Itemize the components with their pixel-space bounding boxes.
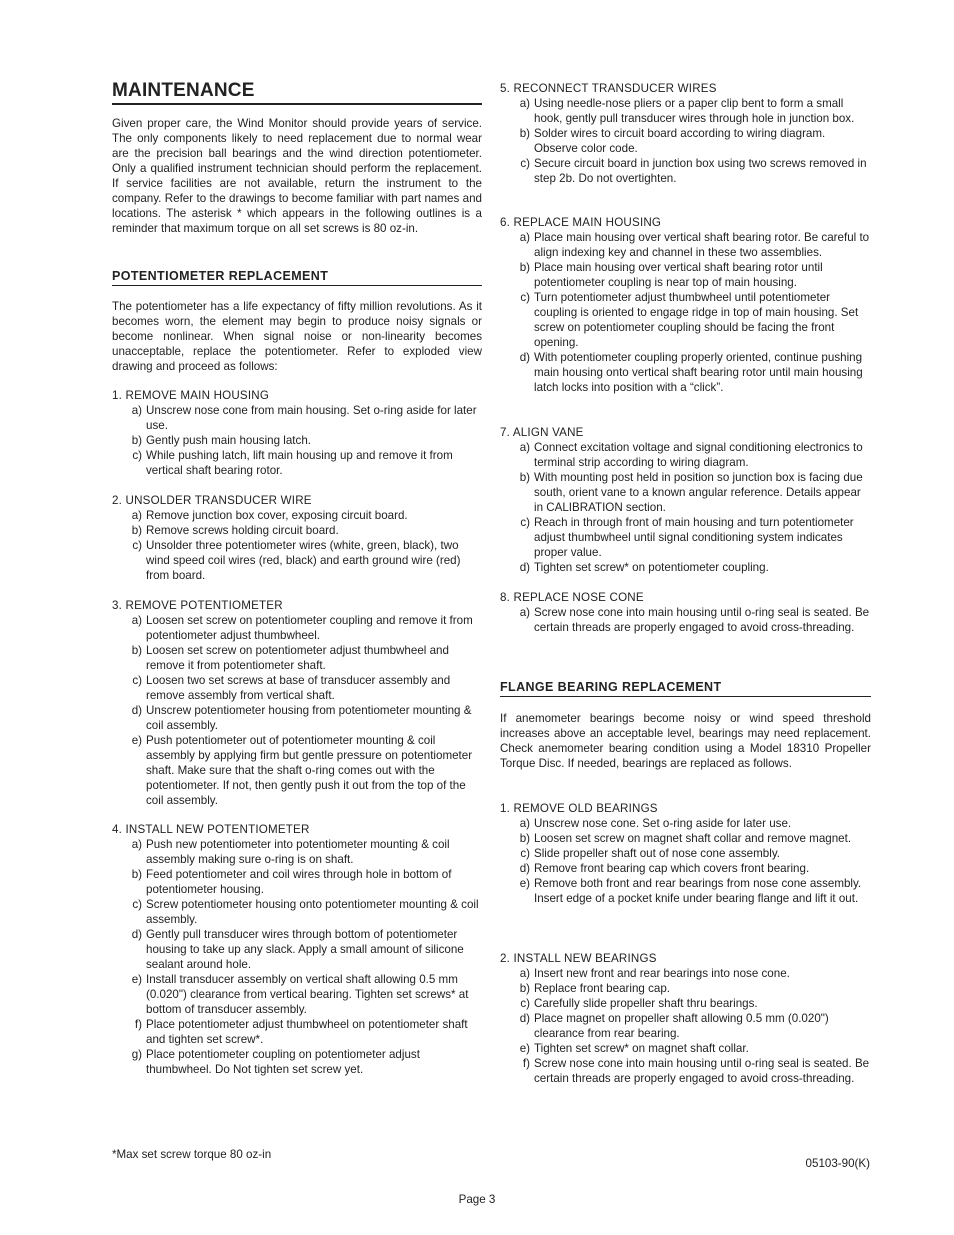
list-item: d) Place magnet on propeller shaft allowing 0.5 mm (0.020") clearance from rear bearing. xyxy=(519,1012,829,1040)
page-number: Page 3 xyxy=(458,1193,496,1206)
list-item: b) With mounting post held in position so junction box is facing due south, orient vane to a known angular reference. Details appear in CALIBRATION section. xyxy=(519,471,863,514)
potentiometer-intro: The potentiometer has a life expectancy of fifty million revolutions. As it becomes worn, the element may begin to produce noisy signals or become nonlinear. When signal noise or non-linearity becomes unacceptable, replace the potentiometer. Refer to exploded view drawing and proceed as follows: xyxy=(112,300,482,373)
list-item: a) Screw nose cone into main housing until o-ring seal is seated. Be certain threads are properly engaged to avoid cross-threading. xyxy=(519,606,870,634)
list-item: b) Loosen set screw on potentiometer adjust thumbwheel and remove it from potentiometer shaft. xyxy=(131,644,449,672)
list-item: f) Screw nose cone into main housing until o-ring seal is seated. Be certain threads are properly engaged to avoid cross-threading. xyxy=(522,1057,870,1085)
list-item: b) Replace front bearing cap. xyxy=(519,982,670,995)
list-item: c) Carefully slide propeller shaft thru bearings. xyxy=(520,997,758,1010)
list-item: c) Unsolder three potentiometer wires (white, green, black), two wind speed coil wires (red, black) and earth ground wire (red) from board. xyxy=(132,539,461,582)
potentiometer-section-title: POTENTIOMETER REPLACEMENT xyxy=(112,269,482,286)
step-replace-nose-cone xyxy=(500,590,871,635)
list-item: a) Remove junction box cover, exposing circuit board. xyxy=(131,509,408,522)
list-item: e) Tighten set screw* on magnet shaft collar. xyxy=(519,1042,749,1055)
list-item: a) Place main housing over vertical shaft bearing rotor. Be careful to align indexing key and channel in these two assemblies. xyxy=(519,231,870,259)
intro-paragraph: Given proper care, the Wind Monitor should provide years of service. The only components likely to need replacement due to normal wear are the precision ball bearings and the wind direction potentiometer. Only a qualified instrument technician should perform the replacement. If service facilities are not available, return the instrument to the company. Refer to the drawings to become familiar with part names and locations. The asterisk * which appears in the following outlines is a reminder that maximum torque on all set screws is 80 oz-in. xyxy=(112,117,482,235)
flange-bearing-section-title: FLANGE BEARING REPLACEMENT xyxy=(500,680,871,697)
step-heading: 3. REMOVE POTENTIOMETER xyxy=(112,599,283,612)
step-heading: 6. REPLACE MAIN HOUSING xyxy=(500,216,662,229)
list-item: f) Place potentiometer adjust thumbwheel on potentiometer shaft and tighten set screw*. xyxy=(134,1018,468,1046)
list-item: e) Push potentiometer out of potentiometer mounting & coil assembly by applying firm but gentle pressure on potentiometer shaft. Make sure that the shaft o-ring comes out with the potentiometer. If not, then gently push it out from the top of the coil assembly. xyxy=(131,734,473,807)
list-item: a) Push new potentiometer into potentiometer mounting & coil assembly making sure o-ring is on shaft. xyxy=(131,838,450,866)
step-heading: 7. ALIGN VANE xyxy=(500,426,584,439)
list-item: e) Remove both front and rear bearings from nose cone assembly. Insert edge of a pocket knife under bearing flange and lift it out. xyxy=(519,877,862,905)
step-remove-potentiometer xyxy=(112,598,482,808)
step-heading: 1. REMOVE OLD BEARINGS xyxy=(500,802,658,815)
list-item: a) Insert new front and rear bearings into nose cone. xyxy=(519,967,790,980)
list-item: b) Gently push main housing latch. xyxy=(131,434,311,447)
step-heading: 4. INSTALL NEW POTENTIOMETER xyxy=(112,823,310,836)
list-item: a) Unscrew nose cone from main housing. Set o-ring aside for later use. xyxy=(131,404,477,432)
list-item: c) Loosen two set screws at base of transducer assembly and remove assembly from vertical shaft. xyxy=(132,674,451,702)
flange-bearing-intro: If anemometer bearings become noisy or wind speed threshold increases above an acceptable level, bearings may need replacement. Check anemometer bearing condition using a Model 18310 Propeller Torque Disc. If needed, bearings are replaced as follows. xyxy=(500,712,871,770)
list-item: c) Screw potentiometer housing onto potentiometer mounting & coil assembly. xyxy=(132,898,479,926)
step-heading: 1. REMOVE MAIN HOUSING xyxy=(112,389,270,402)
step-replace-main-housing xyxy=(500,215,871,395)
step-remove-old-bearings xyxy=(500,801,871,906)
list-item: a) Connect excitation voltage and signal conditioning electronics to terminal strip according to wiring diagram. xyxy=(519,441,863,469)
list-item: d) Unscrew potentiometer housing from potentiometer mounting & coil assembly. xyxy=(131,704,472,732)
list-item: a) Using needle-nose pliers or a paper clip bent to form a small hook, gently pull transducer wires through hole in junction box. xyxy=(519,97,855,125)
list-item: a) Loosen set screw on potentiometer coupling and remove it from potentiometer adjust thumbwheel. xyxy=(131,614,473,642)
step-align-vane xyxy=(500,425,871,575)
list-item: e) Install transducer assembly on vertical shaft allowing 0.5 mm (0.020") clearance from vertical bearing. Tighten set screws* at bottom of transducer assembly. xyxy=(131,973,469,1016)
step-reconnect-transducer-wires xyxy=(500,81,871,186)
list-item: b) Loosen set screw on magnet shaft collar and remove magnet. xyxy=(519,832,852,845)
list-item: d) Gently pull transducer wires through bottom of potentiometer housing to take up any slack. Apply a small amount of silicone sealant around hole. xyxy=(131,928,464,971)
list-item: d) Remove front bearing cap which covers front bearing. xyxy=(519,862,810,875)
list-item: d) With potentiometer coupling properly oriented, continue pushing main housing onto vertical shaft bearing rotor until main housing latch locks into position with a “click”. xyxy=(519,351,863,394)
step-unsolder-transducer-wire xyxy=(112,493,482,583)
list-item: b) Place main housing over vertical shaft bearing rotor until potentiometer coupling is near top of main housing. xyxy=(519,261,823,289)
page-title: MAINTENANCE xyxy=(112,80,482,105)
list-item: c) Secure circuit board in junction box using two screws removed in step 2b. Do not overtighten. xyxy=(520,157,867,185)
step-heading: 5. RECONNECT TRANSDUCER WIRES xyxy=(500,82,717,95)
step-heading: 8. REPLACE NOSE CONE xyxy=(500,591,644,604)
step-heading: 2. UNSOLDER TRANSDUCER WIRE xyxy=(112,494,312,507)
list-item: b) Solder wires to circuit board according to wiring diagram. Observe color code. xyxy=(519,127,826,155)
list-item: c) Slide propeller shaft out of nose cone assembly. xyxy=(520,847,780,860)
step-install-new-potentiometer xyxy=(112,822,482,1077)
step-install-new-bearings xyxy=(500,951,871,1086)
document-number: 05103-90(K) xyxy=(805,1157,870,1170)
step-remove-main-housing xyxy=(112,388,482,478)
step-heading: 2. INSTALL NEW BEARINGS xyxy=(500,952,657,965)
list-item: c) Reach in through front of main housing and turn potentiometer adjust thumbwheel until signal conditioning system indicates proper value. xyxy=(520,516,854,559)
list-item: b) Feed potentiometer and coil wires through hole in bottom of potentiometer housing. xyxy=(131,868,452,896)
list-item: b) Remove screws holding circuit board. xyxy=(131,524,339,537)
torque-footnote: *Max set screw torque 80 oz-in xyxy=(112,1148,272,1161)
list-item: c) While pushing latch, lift main housing up and remove it from vertical shaft bearing rotor. xyxy=(132,449,453,477)
list-item: a) Unscrew nose cone. Set o-ring aside for later use. xyxy=(519,817,792,830)
list-item: g) Place potentiometer coupling on potentiometer adjust thumbwheel. Do Not tighten set screw yet. xyxy=(131,1048,420,1076)
list-item: d) Tighten set screw* on potentiometer coupling. xyxy=(519,561,769,574)
list-item: c) Turn potentiometer adjust thumbwheel until potentiometer coupling is oriented to engage ridge in top of main housing. Set screw on potentiometer coupling should be facing the front opening. xyxy=(520,291,859,349)
